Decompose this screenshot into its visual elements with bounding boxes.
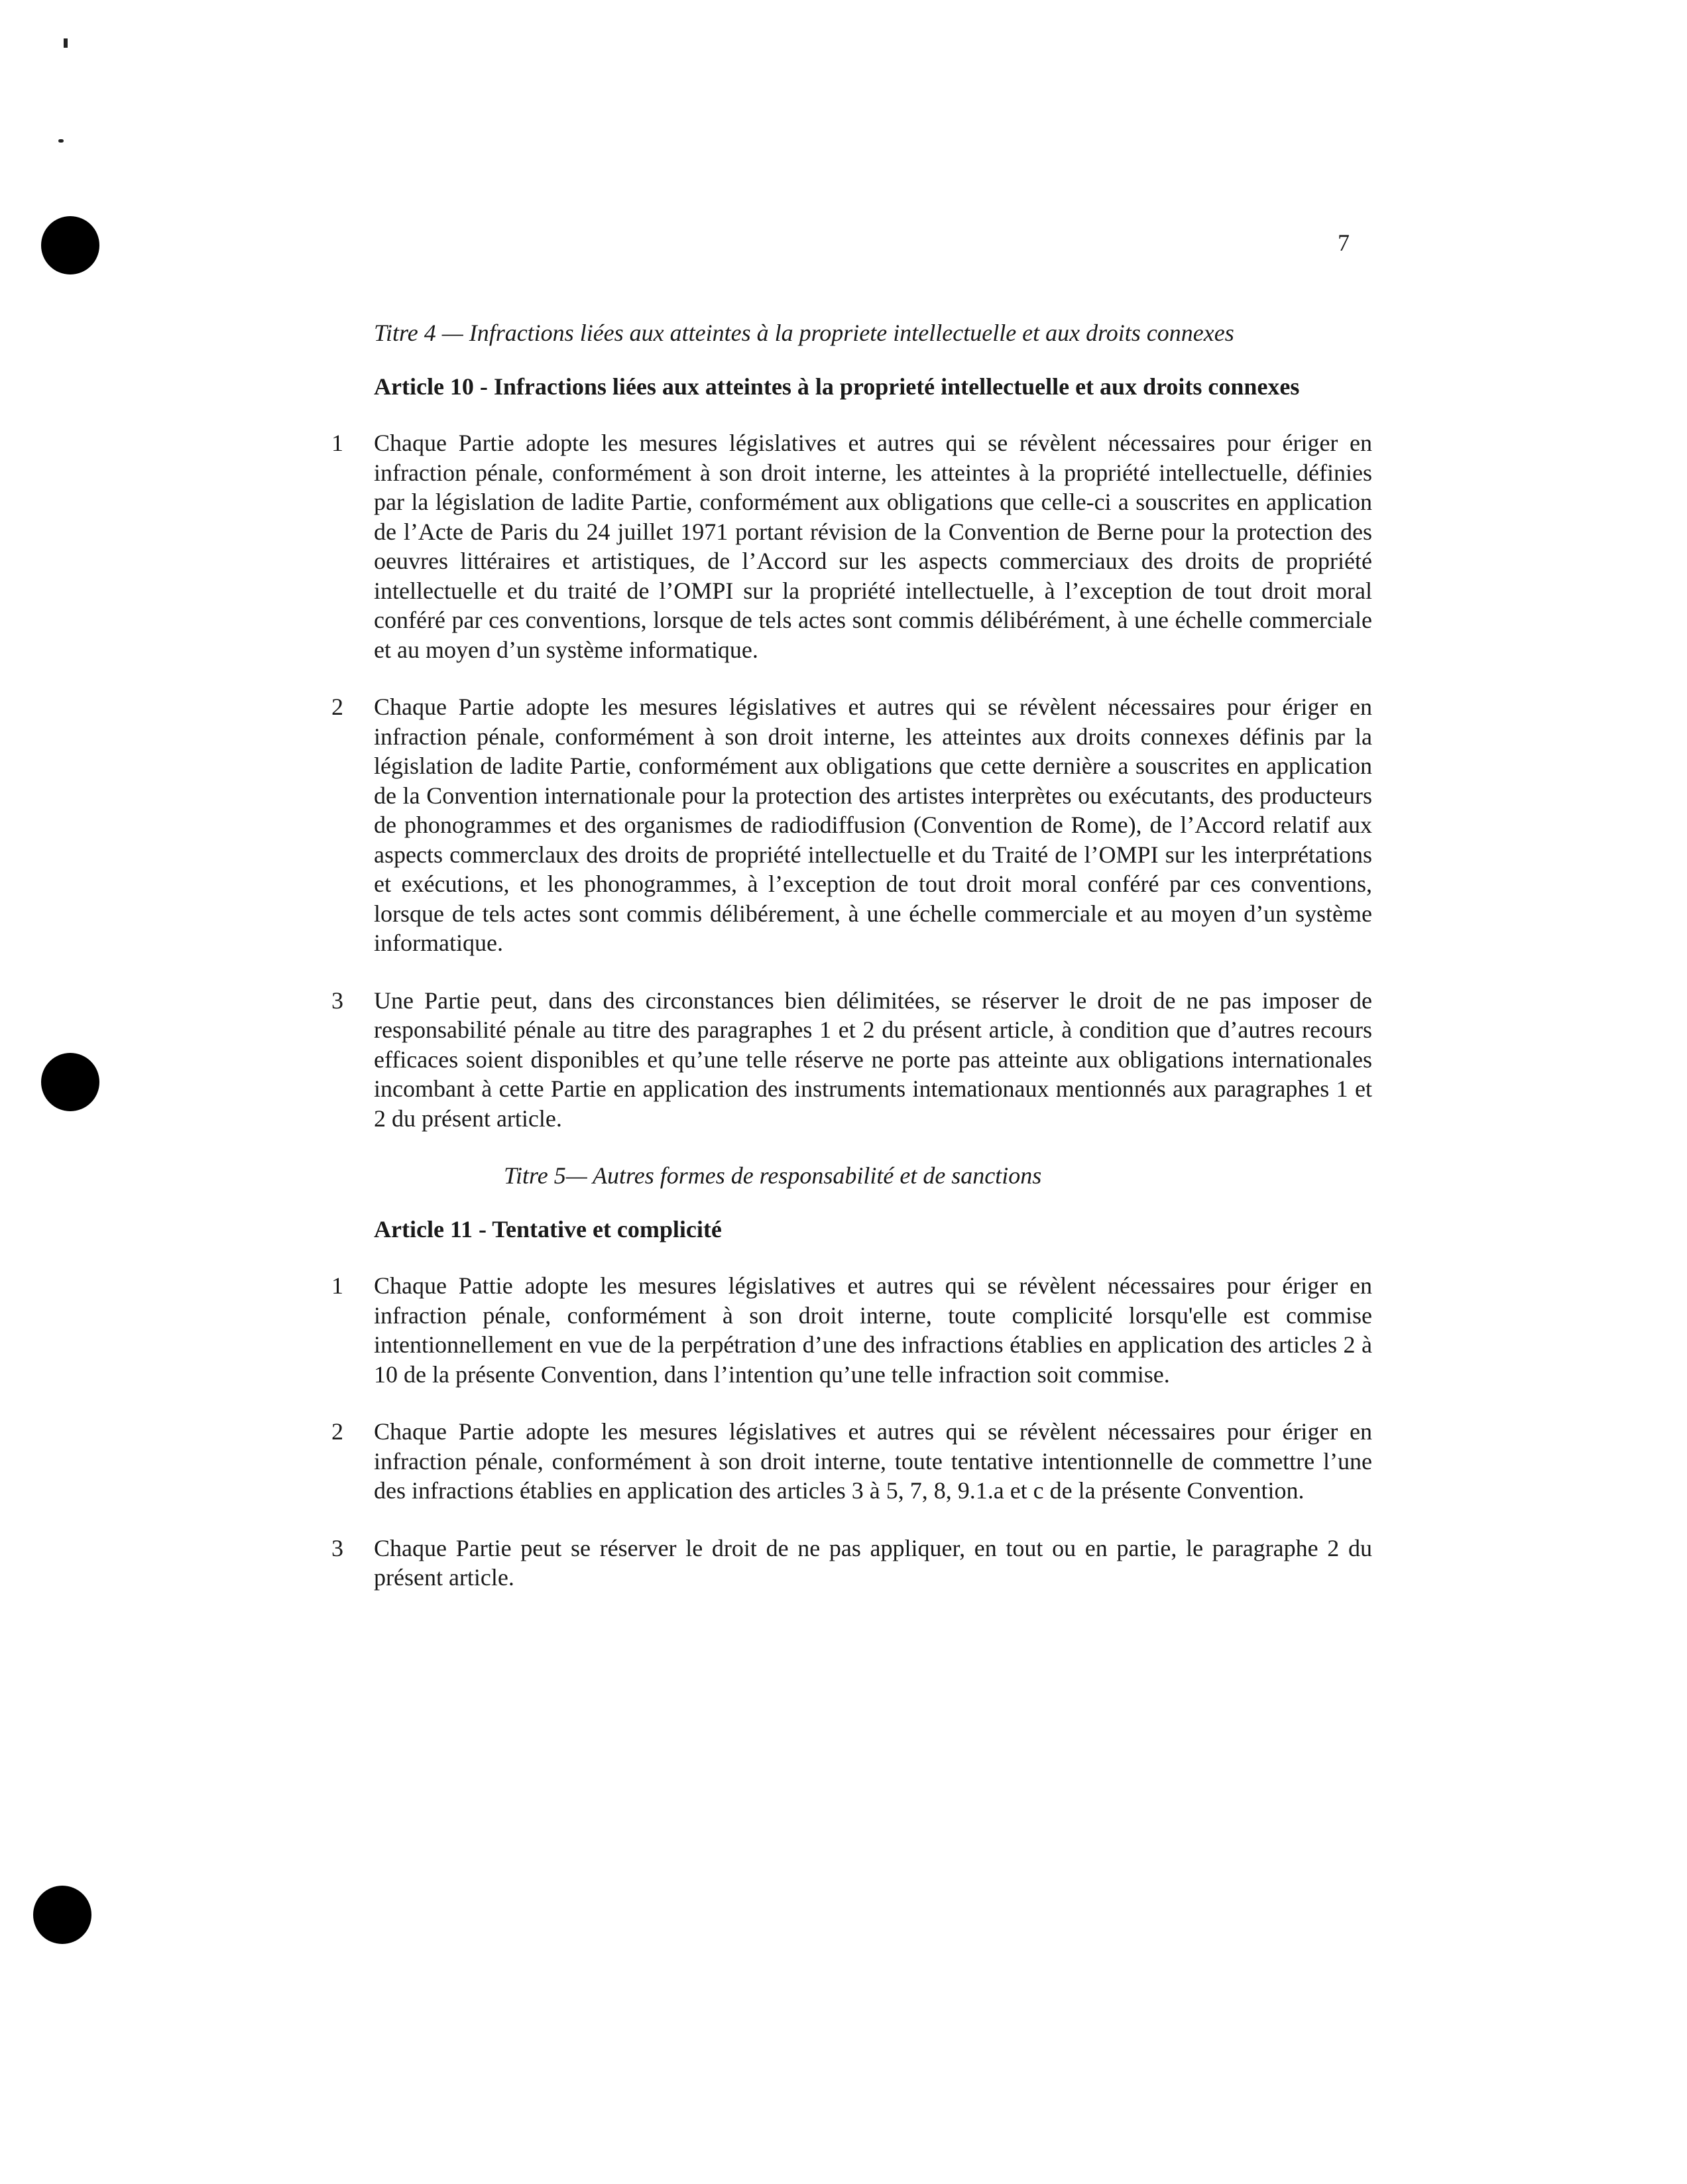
paragraph-text: Chaque Partie adopte les mesures législatives et autres qui se révèlent nécessaires pour ériger en infraction pénale, conformément à son droit interne, les atteintes aux droits connexes définis par la législation de ladite Partie, conformément aux obligations que cette dernière a souscrites en application de la Convention internationale pour la protection des artistes interprètes ou exécutants, des producteurs de phonogrammes et des organismes de radiodiffusion (Convention de Rome), de l’Accord relatif aux aspects commerclaux des droits de propriété intellectuelle et du Traité de l’OMPI sur les interprétations et exécutions, et les phonogrammes, à l’exception de tout droit moral conféré par ces conventions, lorsque de tels actes sont commis délibérement, à une échelle commerciale et au moyen d’un système informatique. [374,694,1372,956]
paragraph-text: Chaque Partie peut se réserver le droit de ne pas appliquer, en tout ou en partie, le paragraphe 2 du présent article. [374,1534,1372,1591]
paragraph-text: Chaque Partie adopte les mesures législatives et autres qui se révèlent nécessaires pour ériger en infraction pénale, conformément à son droit interne, les atteintes à la propriété intellectuelle, définies par la législation de ladite Partie, conformément aux obligations que celle-ci a souscrites en application de l’Acte de Paris du 24 juillet 1971 portant révision de la Convention de Berne pour la protection des oeuvres littéraires et artistiques, de l’Accord sur les aspects commerciaux des droits de propriété intellectuelle et du traité de l’OMPI sur la propriété intellectuelle, à l’exception de tout droit moral conféré par ces conventions, lorsque de tels actes sont commis délibérément, à une échelle commerciale et au moyen d’un système informatique. [374,430,1372,663]
paragraph-number: 2 [331,694,343,720]
paragraph-number: 1 [331,1272,343,1299]
paragraph [325,692,1372,958]
paragraph-number: 2 [331,1418,343,1445]
paragraph [325,1534,1372,1593]
document-body [325,318,1372,1620]
punch-hole-middle [41,1053,99,1111]
punch-hole-top [41,216,99,274]
paragraph-number: 3 [331,987,343,1014]
punch-hole-bottom [33,1886,91,1944]
paragraph-number: 3 [331,1534,343,1561]
paragraph [325,1417,1372,1506]
paragraph-number: 1 [331,430,343,456]
article-heading: Article 10 - Infractions liées aux atteintes à la proprieté intellectuelle et aux droits connexes [374,373,1300,400]
section-titre-4 [325,318,1372,1133]
section-title: Titre 4 — Infractions liées aux atteintes à la propriete intellectuelle et aux droits connexes [374,320,1234,346]
paragraph [325,1271,1372,1389]
section-titre-5 [325,1161,1372,1593]
scan-speck [64,38,68,48]
section-title: Titre 5— Autres formes de responsabilité et de sanctions [504,1162,1042,1189]
paragraph-text: Chaque Pattie adopte les mesures législatives et autres qui se révèlent nécessaires pour ériger en infraction pénale, conformément à son droit interne, toute complicité lorsqu'elle est commise intentionnellement en vue de la perpétration d’une des infractions établies en application des articles 2 à 10 de la présente Convention, dans l’intention qu’une telle infraction soit commise. [374,1272,1372,1388]
paragraph [325,986,1372,1134]
scan-speck [58,139,64,143]
paragraph-text: Une Partie peut, dans des circonstances bien délimitées, se réserver le droit de ne pas imposer de responsabilité pénale au titre des paragraphes 1 et 2 du présent article, à condition que d’autres recours efficaces soient disponibles et qu’une telle réserve ne porte pas atteinte aux obligations internationales incombant à cette Partie en application des instruments intemationaux mentionnés aux paragraphes 1 et 2 du présent article. [374,987,1372,1132]
article-heading: Article 11 - Tentative et complicité [374,1216,722,1243]
page-number: 7 [1338,229,1350,256]
paragraph-text: Chaque Partie adopte les mesures législatives et autres qui se révèlent nécessaires pour ériger en infraction pénale, conformément à son droit interne, toute tentative intentionnelle de commettre l’une des infractions établies en application des articles 3 à 5, 7, 8, 9.1.a et c de la présente Convention. [374,1418,1372,1504]
paragraph [325,428,1372,664]
